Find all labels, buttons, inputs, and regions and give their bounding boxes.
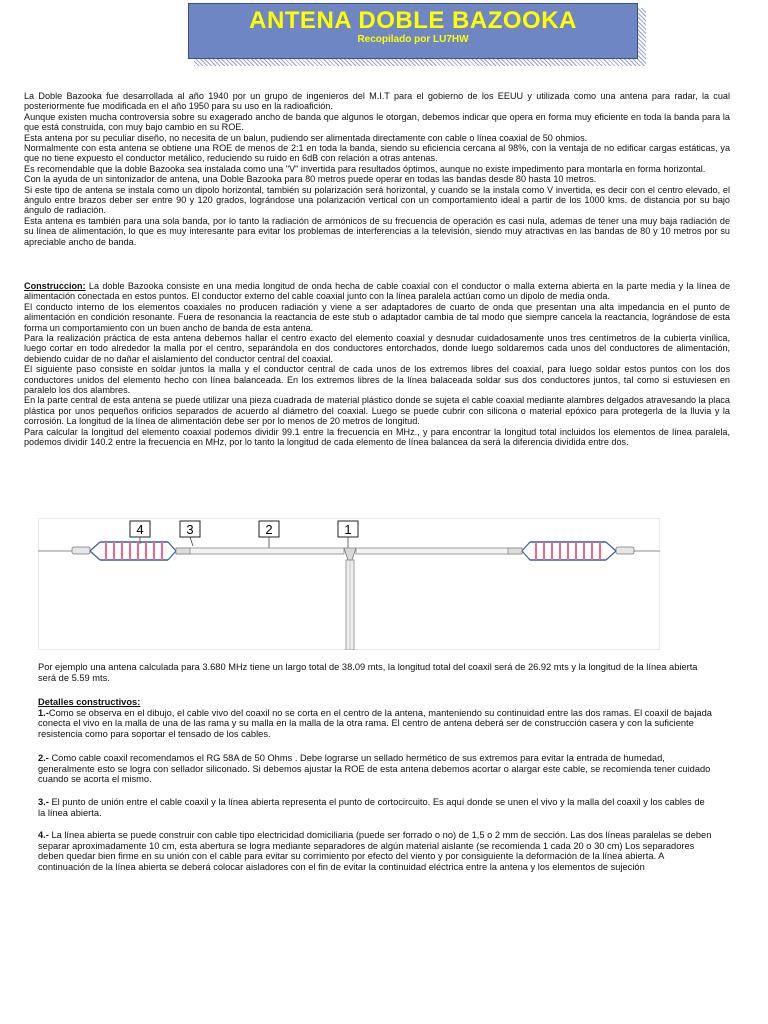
- detalle-number: 2.-: [38, 753, 49, 763]
- intro-paragraph: La Doble Bazooka fue desarrollada al año 1940 por un grupo de ingenieros del M.I.T para el gobierno de los EEUU y utilizada como una antena para radar, la cual posteriormente fue modificada en el año 1950 para su uso en la radioafición.: [24, 91, 730, 112]
- construccion-paragraph: Para la realización práctica de esta antena debemos hallar el centro exacto del elemento coaxial y desnudar cuidadosamente unos tres centímetros de la cubierta vinílica, luego cortar en todo alrededor la malla por el centro, separándola en dos conductores entorchados, donde luego soldaremos cada unos del conductores de alimentación, debiendo cuidar de no dañar el aislamiento del conductor central del coaxial.: [24, 333, 730, 364]
- construccion-first-text: La doble Bazooka consiste en una media longitud de onda hecha de cable coaxial con el conductor o malla externa abierta en la parte media y la línea de alimentación conectada en estos puntos. El conductor externo del cable coaxial junto con la línea paralela actúan como un dipolo de media onda.: [24, 281, 730, 302]
- diagram-label-4: [130, 521, 150, 537]
- detalle-item: [38, 797, 714, 818]
- detalle-block-3: [38, 797, 714, 818]
- detalle-block-4: [38, 830, 714, 872]
- example-section: [38, 662, 714, 683]
- right-end-insulator: [616, 547, 634, 554]
- intro-paragraph: Esta antena es también para una sola banda, por lo tanto la radiación de armónicos de su frecuencia de operación es casi nula, ademas de tener una muy baja radiación de su línea de alimentación, lo que es muy interesante para evitar los problemas de interferencias a la televisión, siendo muy atractivas en las bandas de 80 y 10 metros por su apreciable ancho de banda.: [24, 215, 730, 247]
- diagram-label-2: [259, 521, 279, 537]
- construccion-paragraph: El conducto interno de los elementos coaxiales no producen radiación y viene a ser adaptadores de cuarto de onda que presentan una alta impedancia en el punto de alimentación en condición resonante. Fuera de resonancia la reactancia de este stub o adaptador cambia de tal modo que siempre cancela la reactancia, lográndose de esta forma un comportamiento con un buen ancho de banda de esta antena.: [24, 301, 730, 333]
- detalle-item: [38, 830, 714, 872]
- center-feedpoint: [344, 548, 356, 650]
- intro-paragraph: Aunque existen mucha controversia sobre su exagerado ancho de banda que algunos le otorgan, debemos indicar que opera en forma muy eficiente en toda la banda para la que está construida, con muy bajo cambio en su ROE.: [24, 111, 730, 133]
- svg-text:4: 4: [136, 522, 144, 537]
- page-title: ANTENA DOBLE BAZOOKA: [249, 7, 577, 34]
- detalle-item: [38, 753, 714, 785]
- construccion-paragraph: Para calcular la longitud del elemento coaxial podemos dividir 99.1 entre la frecuencia en MHz., y para encontrar la longitud total incluidos los elementos de línea paralela, podemos dividir 140.2 entre la frecuencia en MHz, por lo tanto la longitud de cada elemento de línea balancea da será la diferencia dividida entre dos.: [24, 426, 730, 448]
- intro-section: [24, 91, 730, 247]
- construccion-first-paragraph: [24, 281, 730, 302]
- right-short-point: [508, 548, 522, 554]
- right-coax-element: [356, 548, 522, 554]
- construccion-paragraph: En la parte central de esta antena se puede utilizar una pieza cuadrada de material plástico donde se sujeta el cable coaxial mediante alambres delgados atravesando la placa plástica por unos pequeños orificios separados de acuerdo al diámetro del coaxial. Luego se puede cubrir con silicona o material epóxico para protegerla de la lluvia y la corrosión. La longitud de la línea de alimentación debe ser por lo menos de 20 metros de longitud.: [24, 395, 730, 427]
- svg-text:3: 3: [186, 522, 194, 537]
- left-coax-element: [176, 548, 344, 554]
- intro-paragraph: Es recomendable que la doble Bazooka sea instalada como una "V" invertida para resultados óptimos, aunque no existe impedimento para montarla en forma horizontal.: [24, 163, 706, 174]
- intro-paragraph: Esta antena por su peculiar diseño, no necesita de un balun, pudiendo ser alimentada directamente con cable o línea coaxial de 50 ohmios.: [24, 132, 588, 143]
- construccion-heading: Construccion:: [24, 281, 86, 291]
- diagram-label-3: [180, 521, 200, 537]
- detalle-block-2: [38, 753, 714, 785]
- detalle-text: Como cable coaxil recomendamos el RG 58A de 50 Ohms . Debe lograrse un sellado hermético de sus extremos para evitar la entrada de humedad, generalmente esto se logra con sellador siliconado. Si debemos ajustar la ROE de esta antena debemos acortar o alargar este cable, se recomienda tener cuidado cuando se acorta el mismo.: [38, 753, 711, 785]
- construccion-paragraph: El siguiente paso consiste en soldar juntos la malla y el conductor central de cada unos de los extremos libres del coaxial, para luego soldar estos puntos con los dos conductores unidos del elemento hecho con línea balanceada. En los extremos libres de la línea balaceada soldar sus dos conductores juntos, tal como si estuviesen en paralelo los dos alambres.: [24, 364, 730, 396]
- detalle-number: 4.-: [38, 830, 49, 840]
- diagram-label-1: [338, 521, 358, 537]
- detalle-number: 3.-: [38, 797, 49, 807]
- construccion-section: [24, 281, 730, 448]
- detalle-text: El punto de unión entre el cable coaxil y la línea abierta representa el punto de cortocircuito. Es aquí donde se unen el vivo y la malla del coaxil y los cables de la línea abierta.: [38, 797, 705, 818]
- detalle-text: Como se observa en el dibujo, el cable vivo del coaxil no se corta en el centro de la antena, manteniendo su continuidad entre las dos ramas. El coaxil de bajada conecta el vivo en la malla de una de las rama y su malla en la malla de la otra rama. El centro de antena deberá ser de construcción casera y con la suficiente resistencia como para soportar el tensado de los cables.: [38, 707, 712, 739]
- detalles-section: [38, 697, 714, 739]
- example-text: Por ejemplo una antena calculada para 3.680 MHz tiene un largo total de 38.09 mts, la longitud total del coaxil será de 26.92 mts y la longitud de la línea abierta será de 5.59 mts.: [38, 662, 698, 683]
- title-banner: [188, 3, 638, 59]
- detalle-number: 1.-: [38, 707, 49, 718]
- detalle-text: La línea abierta se puede construir con cable tipo electricidad domiciliaria (puede ser forrado o no) de 1,5 o 2 mm de sección. Las dos líneas paralelas se deben separar aproximadamente 10 cm, esta abertura se logra mediante separadores de algún material aislante (se recomienda 1 cada 20 o 30 cm) Los separadores deben quedar bien firme en su unión con el cable para evitar su corrimiento por efecto del viento y por consiguiente la deformación de la línea abierta. A continuación de la línea abierta se deberá colocar aisladores con el fin de evitar la continuidad eléctrica entre la antena y los elementos de sujeción: [38, 830, 712, 872]
- intro-paragraph: Con la ayuda de un sintonizador de antena, una Doble Bazooka para 80 metros puede operar en todas las bandas desde 80 hasta 10 metros.: [24, 174, 597, 185]
- page-subtitle: Recopilado por LU7HW: [357, 34, 469, 45]
- left-short-point: [176, 548, 190, 554]
- intro-paragraph: Normalmente con esta antena se obtiene una ROE de menos de 2:1 en toda la banda, siendo su eficiencia cercana al 98%, con la ventaja de no edificar cargas estáticas, ya que no tiene expuesto el conductor metálico, reduciendo su ruido en 6dB con relación a otras antenas.: [24, 143, 730, 164]
- detalles-heading: Detalles constructivos:: [38, 697, 141, 707]
- left-end-insulator: [72, 547, 90, 554]
- antenna-diagram: [38, 518, 660, 650]
- svg-text:1: 1: [344, 522, 352, 537]
- svg-text:2: 2: [265, 522, 273, 537]
- intro-paragraph: Si este tipo de antena se instala como un dipolo horizontal, también su polarización será horizontal, y cuando se la instala como V invertida, es decir con el centro elevado, el ángulo entre brazos deber ser entre 90 y 120 grados, lográndose una polarización vertical con un comportamiento ideal a partir de los 1000 kms. de distancia por su bajo ángulo de radiación.: [24, 184, 730, 216]
- detalle-item: [38, 708, 714, 740]
